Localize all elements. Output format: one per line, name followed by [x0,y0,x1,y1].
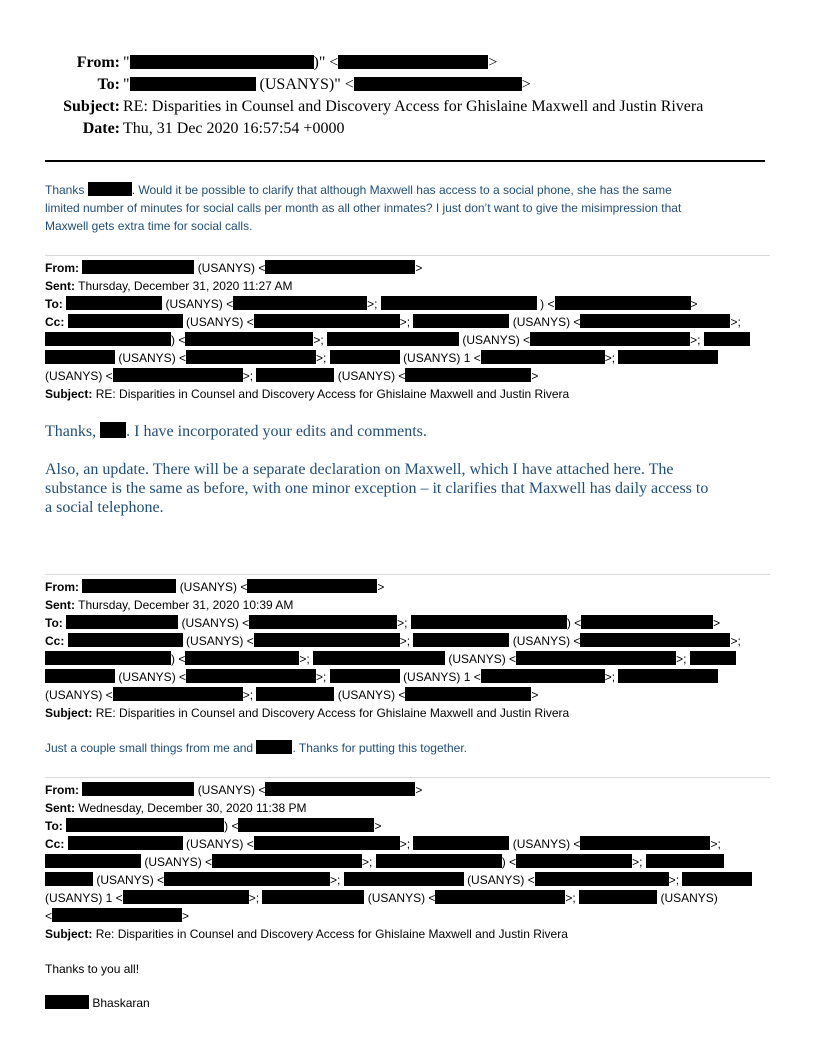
redaction [530,332,690,346]
redaction [516,854,632,868]
redaction [580,836,710,850]
message-divider [45,574,770,575]
redaction [113,368,243,382]
message-3-sent: Wednesday, December 30, 2020 11:38 PM [78,801,307,815]
redaction [690,651,736,665]
redaction [405,368,531,382]
redaction [646,854,724,868]
header-to-label: To: [97,76,120,93]
redaction [435,890,565,904]
redaction [113,687,243,701]
redaction [45,854,141,868]
redaction [68,633,183,647]
redaction [327,332,459,346]
redaction [618,669,718,683]
redaction [45,332,171,346]
redaction [535,872,669,886]
message-1-subject: RE: Disparities in Counsel and Discovery Access for Ghislaine Maxwell and Justin Rivera [95,387,570,401]
redaction [249,615,397,629]
redaction [123,890,249,904]
redaction [376,854,502,868]
redaction [254,314,400,328]
redaction [265,260,415,274]
redaction [186,350,316,364]
redaction [66,615,178,629]
redaction [682,872,752,886]
redaction [413,836,509,850]
redaction [68,836,183,850]
redaction [581,615,713,629]
redaction [262,890,364,904]
redaction [579,890,657,904]
redaction [130,77,256,91]
redaction [411,615,567,629]
header-date: Thu, 31 Dec 2020 16:57:54 +0000 [123,120,345,137]
redaction [185,651,299,665]
redaction [45,872,93,886]
redaction [82,782,194,796]
redaction [164,872,330,886]
header-divider [45,160,765,162]
redaction [338,55,488,69]
redaction [413,633,509,647]
redaction [45,669,115,683]
redaction [405,687,531,701]
redaction [66,818,224,832]
message-2-sent: Thursday, December 31, 2020 10:39 AM [78,598,294,612]
header-date-label: Date: [82,120,120,137]
redaction [413,314,509,328]
redaction [88,182,132,196]
redaction [618,350,718,364]
redaction [68,314,183,328]
redaction [256,368,334,382]
redaction [256,687,334,701]
redaction [704,332,750,346]
redaction [82,260,194,274]
redaction [238,818,374,832]
redaction [580,314,730,328]
redaction [516,651,676,665]
redaction [254,633,400,647]
redaction [354,77,522,91]
redaction [233,296,367,310]
redaction [130,55,314,69]
redaction [82,579,176,593]
redaction [66,296,162,310]
message-1-sent: Thursday, December 31, 2020 11:27 AM [78,279,293,293]
header-subject-label: Subject: [63,98,120,115]
header-subject: RE: Disparities in Counsel and Discovery Access for Ghislaine Maxwell and Justin Rivera [123,98,704,115]
redaction [212,854,362,868]
redaction [100,422,126,438]
redaction [254,836,400,850]
redaction [580,633,730,647]
redaction [256,740,292,754]
message-2-subject: RE: Disparities in Counsel and Discovery Access for Ghislaine Maxwell and Justin Rivera [95,706,570,720]
redaction [247,579,377,593]
redaction [185,332,313,346]
redaction [45,350,115,364]
message-3-subject: Re: Disparities in Counsel and Discovery Access for Ghislaine Maxwell and Justin Rivera [95,927,568,941]
redaction [481,350,605,364]
signature [45,994,150,1012]
message-divider [45,777,770,778]
redaction [344,872,464,886]
redaction [555,296,691,310]
message-divider [45,255,770,256]
redaction [313,651,445,665]
redaction [45,651,171,665]
redaction [330,669,400,683]
header-from-label: From: [76,54,120,71]
redaction [52,908,182,922]
redaction [45,995,89,1009]
redaction [330,350,400,364]
redaction [381,296,537,310]
redaction [186,669,316,683]
email-page: From: " )" < > To: " (USANYS)" < > Subject: RE: Disparities in Counsel and Discovery Access for Ghislaine Maxwell and Justin Rivera Date: Thu, 31 Dec 2020 16:57:54 +0000 Thanks . Would it be possible to clarify that although Maxwell has access to a social phone, she has the same limited number of minutes for social calls per month as all other inmates? I just don’t want to give the misimpression that Maxwell gets extra time for social calls. From: (USANYS) < > Sent: Thursday, December 31, 2020 11:27 AM To: (USANYS) < >; ) < > Cc: (USANYS) < >; (USANYS) < >; ) < >; (USANYS) < >; (USANYS) < >; (USANYS) 1 < >; (USANYS) < >; (USANYS) < > Subject: RE: Disparities in Counsel and Discovery Access for Ghislaine Maxwell and Justin Rivera Thanks, . I have incorporated your edits and comments. Also, an update. There will be a separate declaration on Maxwell, which I have attached here. The substance is the same as before, with one minor exception – it clarifies that Maxwell has daily access to a social telephone. From: (USANYS) < > Sent: Thursday, December 31, 2020 10:39 AM To: (USANYS) < >; ) < > Cc: (USANYS) < >; (USANYS) < >; ) < >; (USANYS) < >; (USANYS) < >; (USANYS) 1 < >; (USANYS) < >; (USANYS) < > Subject: RE: Disparities in Counsel and Discovery Access for Ghislaine Maxwell and Justin Rivera Just a couple small things from me and . Thanks for putting this together. From: (USANYS) < > Sent: Wednesday, December 30, 2020 11:38 PM To: ) < > Cc: (USANYS) < >; (USANYS) < >; (USANYS) < >; ) < >; (USANYS) < >; (USANYS) < >; (USANYS) 1 < >; (USANYS) < >; (USANYS) < > Subject: Re: Disparities in Counsel and Discovery Access for Ghislaine Maxwell and Justin Rivera Thanks to you all! Bhaskaran [0,0,816,1056]
redaction [265,782,415,796]
signature-name: Bhaskaran [92,996,150,1010]
redaction [481,669,605,683]
